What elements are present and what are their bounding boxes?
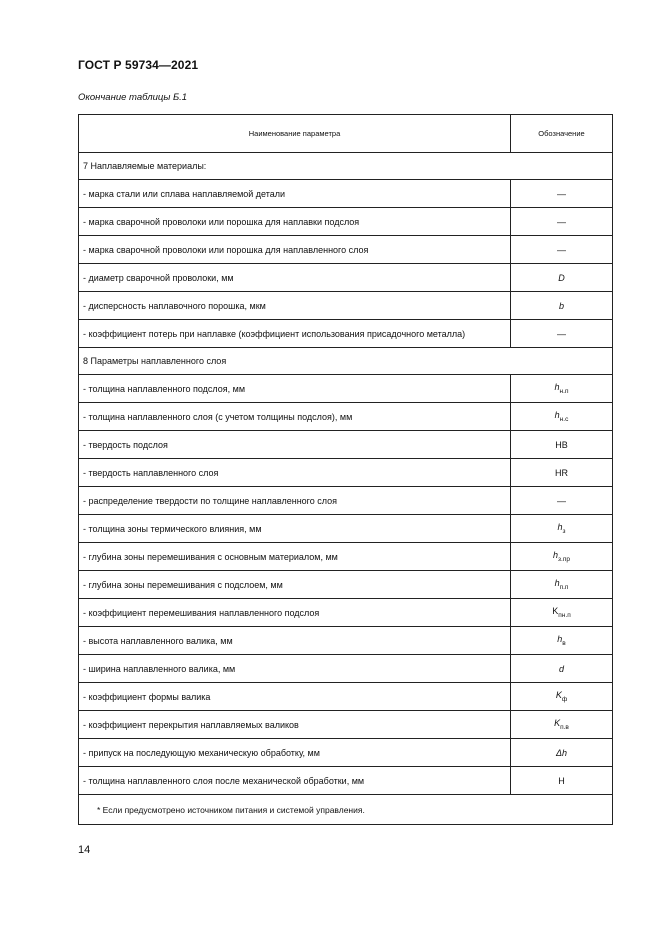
symbol-subscript: н.п	[559, 387, 569, 395]
section-title: 8 Параметры наплавленного слоя	[79, 348, 613, 375]
symbol-main: HR	[555, 467, 568, 478]
parameter-symbol	[511, 375, 613, 403]
symbol-main: —	[557, 495, 566, 506]
symbol-main: K	[555, 690, 562, 701]
parameter-name: - глубина зоны перемешивания с основным материалом, мм	[79, 543, 511, 571]
parameter-symbol	[511, 655, 613, 683]
table-body	[79, 153, 613, 825]
parameter-name: - высота наплавленного валика, мм	[79, 627, 511, 655]
table-row	[79, 711, 613, 739]
parameter-name: - толщина зоны термического влияния, мм	[79, 515, 511, 543]
parameter-name: - ширина наплавленного валика, мм	[79, 655, 511, 683]
column-header-parameter: Наименование параметра	[79, 115, 511, 153]
parameter-symbol	[511, 739, 613, 767]
parameter-name: - толщина наплавленного слоя после механической обработки, мм	[79, 767, 511, 795]
symbol-main: —	[557, 244, 566, 255]
section-row-layer-parameters	[79, 348, 613, 375]
table-row	[79, 571, 613, 599]
section-row-materials	[79, 153, 613, 180]
parameter-name: - толщина наплавленного слоя (с учетом толщины подслоя), мм	[79, 403, 511, 431]
symbol-subscript: ф	[561, 695, 568, 703]
parameter-name: - марка стали или сплава наплавляемой детали	[79, 180, 511, 208]
parameter-name: - коэффициент перекрытия наплавляемых валиков	[79, 711, 511, 739]
parameter-symbol	[511, 683, 613, 711]
parameter-symbol	[511, 599, 613, 627]
parameter-symbol	[511, 767, 613, 795]
parameter-name: - диаметр сварочной проволоки, мм	[79, 264, 511, 292]
table-row	[79, 264, 613, 292]
parameter-name: - марка сварочной проволоки или порошка для наплавленного слоя	[79, 236, 511, 264]
symbol-main: h	[554, 410, 560, 421]
symbol-subscript: н.с	[559, 415, 569, 423]
table-row	[79, 767, 613, 795]
footnote-row	[79, 795, 613, 825]
parameter-symbol	[511, 459, 613, 487]
parameter-name: - марка сварочной проволоки или порошка для наплавки подслоя	[79, 208, 511, 236]
table-row	[79, 431, 613, 459]
parameter-symbol	[511, 292, 613, 320]
parameter-name: - коэффициент перемешивания наплавленного подслоя	[79, 599, 511, 627]
parameter-name: - коэффициент потерь при наплавке (коэффициент использования присадочного металла)	[79, 320, 511, 348]
document-id: ГОСТ Р 59734—2021	[78, 58, 199, 72]
table-row	[79, 683, 613, 711]
parameter-symbol	[511, 208, 613, 236]
parameter-name: - твердость подслоя	[79, 431, 511, 459]
table-row	[79, 208, 613, 236]
table-header-row	[79, 115, 613, 153]
symbol-main: D	[558, 272, 565, 283]
table-row	[79, 236, 613, 264]
parameter-symbol	[511, 403, 613, 431]
table-row	[79, 739, 613, 767]
symbol-main: h	[557, 522, 563, 533]
symbol-subscript: в	[562, 639, 566, 647]
parameter-name: - коэффициент формы валика	[79, 683, 511, 711]
parameter-name: - глубина зоны перемешивания с подслоем, мм	[79, 571, 511, 599]
table-row	[79, 627, 613, 655]
table-row	[79, 515, 613, 543]
table-row	[79, 320, 613, 348]
parameter-name: - дисперсность наплавочного порошка, мкм	[79, 292, 511, 320]
table-row	[79, 655, 613, 683]
parameter-symbol	[511, 515, 613, 543]
parameter-name: - толщина наплавленного подслоя, мм	[79, 375, 511, 403]
table-row	[79, 403, 613, 431]
table-row	[79, 459, 613, 487]
column-header-symbol: Обозначение	[511, 115, 613, 153]
parameter-symbol	[511, 320, 613, 348]
symbol-subscript: п.в	[560, 723, 569, 731]
symbol-main: —	[557, 216, 566, 227]
table-row	[79, 543, 613, 571]
symbol-subscript: п.п	[559, 583, 569, 591]
table-row	[79, 180, 613, 208]
parameter-symbol	[511, 487, 613, 515]
parameter-name: - твердость наплавленного слоя	[79, 459, 511, 487]
symbol-subscript: з	[562, 527, 566, 535]
symbol-main: —	[557, 188, 566, 199]
footnote: * Если предусмотрено источником питания и системой управления.	[79, 795, 613, 825]
symbol-main: K	[554, 718, 561, 729]
symbol-main: H	[558, 775, 565, 786]
symbol-main: h	[553, 550, 559, 561]
table-row	[79, 599, 613, 627]
table-row	[79, 487, 613, 515]
parameter-symbol	[511, 711, 613, 739]
parameter-symbol	[511, 236, 613, 264]
symbol-main: K	[552, 606, 559, 617]
parameter-symbol	[511, 180, 613, 208]
symbol-subscript: з.пр	[558, 555, 570, 563]
parameter-symbol	[511, 627, 613, 655]
symbol-main: HB	[555, 439, 568, 450]
table-row	[79, 292, 613, 320]
symbol-main: b	[558, 300, 564, 311]
table-continuation-caption: Окончание таблицы Б.1	[78, 92, 188, 103]
parameter-name: - припуск на последующую механическую обработку, мм	[79, 739, 511, 767]
parameter-symbol	[511, 264, 613, 292]
parameter-symbol	[511, 571, 613, 599]
symbol-main: Δh	[555, 747, 568, 758]
symbol-main: h	[557, 634, 563, 645]
symbol-main: —	[557, 328, 566, 339]
symbol-main: h	[554, 578, 560, 589]
parameter-name: - распределение твердости по толщине наплавленного слоя	[79, 487, 511, 515]
parameter-symbol	[511, 431, 613, 459]
symbol-main: h	[554, 382, 560, 393]
symbol-subscript: пн.п	[558, 611, 571, 619]
symbol-main: d	[558, 663, 564, 674]
section-title: 7 Наплавляемые материалы:	[79, 153, 613, 180]
page-number: 14	[78, 844, 91, 856]
parameters-table	[78, 114, 613, 825]
table-row	[79, 375, 613, 403]
parameter-symbol	[511, 543, 613, 571]
